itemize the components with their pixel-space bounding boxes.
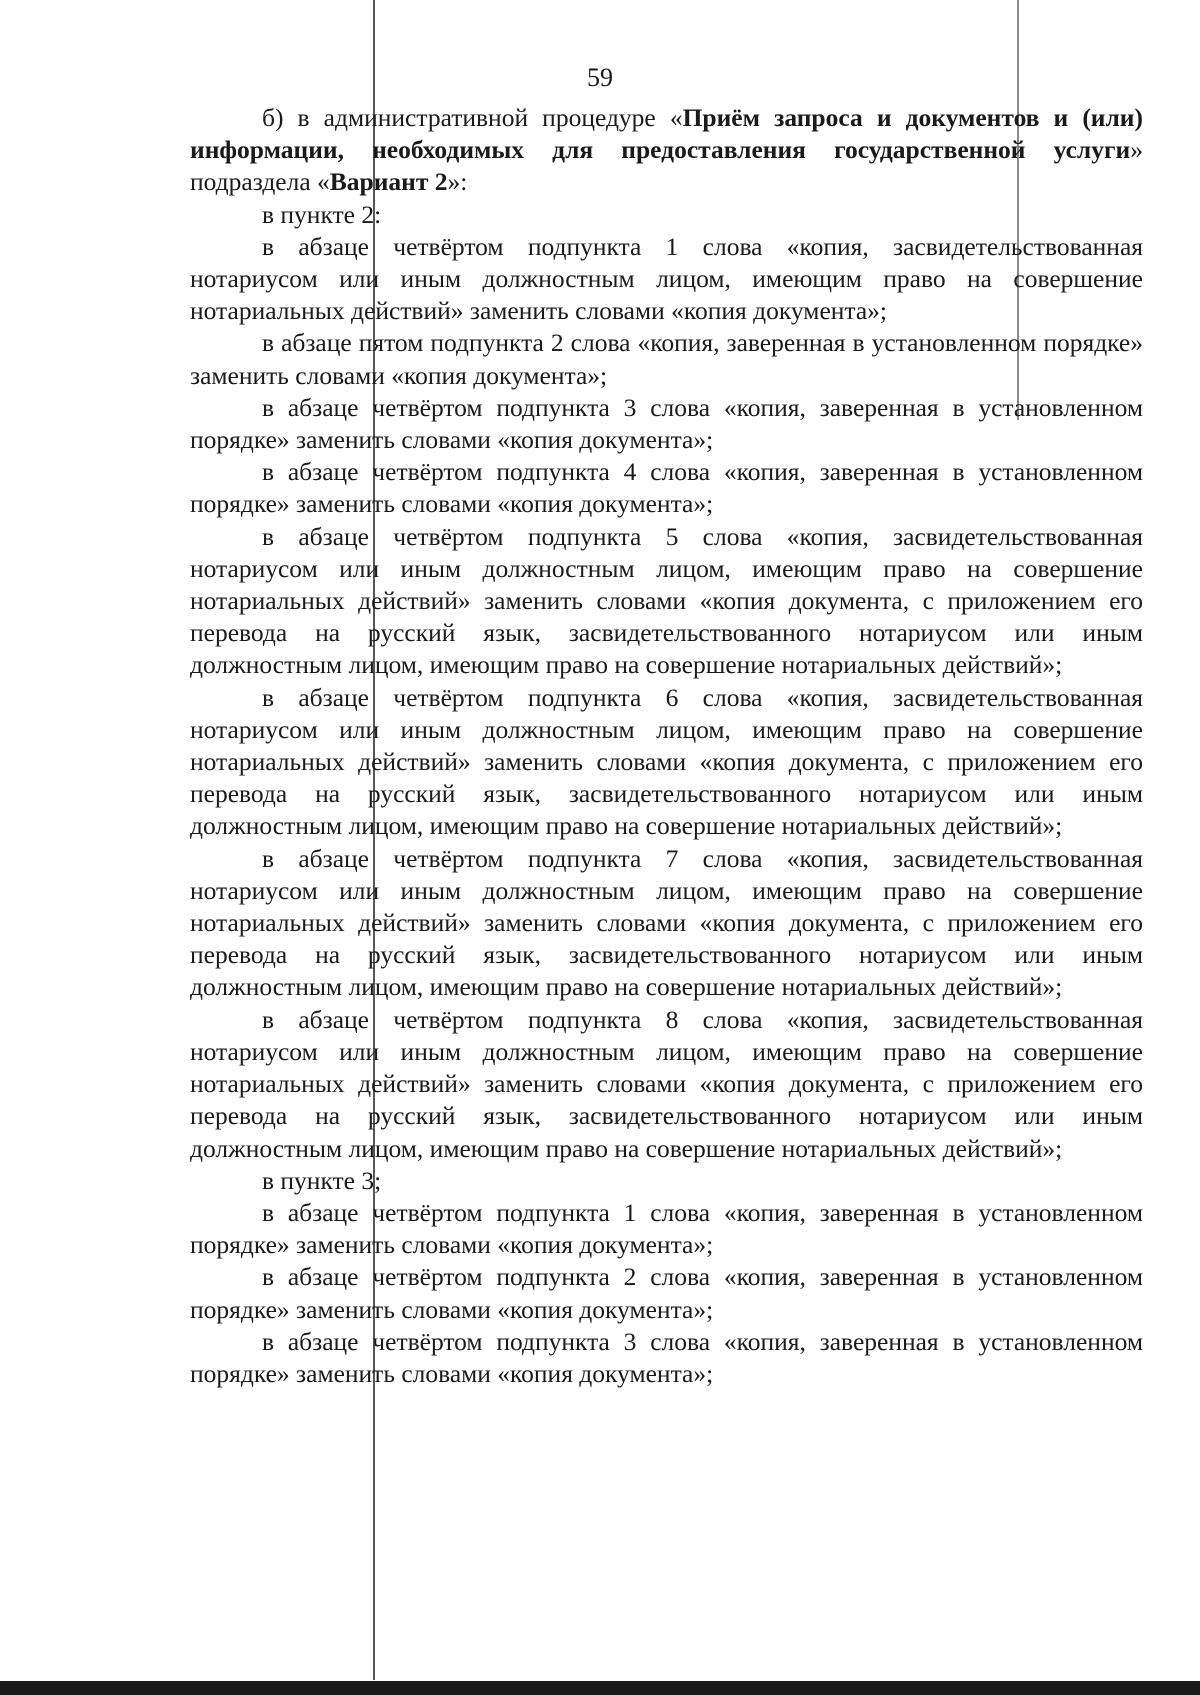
paragraph-1: в пункте 2: <box>262 199 382 229</box>
paragraph-7: в абзаце четвёртом подпункта 6 слова «копия, засвидетельствованная нотариусом или иным должностным лицом, имеющим право на совершение нотариальных действий» заменить словами «копия документа, с приложением его перевода на русский язык, засвидетельствованного нотариусом или иным должностным лицом, имеющим право на совершение нотариальных действий»; <box>190 682 1143 841</box>
intro-text-2: » подраздела « <box>190 135 1143 197</box>
paragraph-8: в абзаце четвёртом подпункта 7 слова «копия, засвидетельствованная нотариусом или иным должностным лицом, имеющим право на совершение нотариальных действий» заменить словами «копия документа, с приложением его перевода на русский язык, засвидетельствованного нотариусом или иным должностным лицом, имеющим право на совершение нотариальных действий»; <box>190 843 1143 1002</box>
document-body <box>190 102 1143 1390</box>
paragraph-3: в абзаце пятом подпункта 2 слова «копия, заверенная в установленном порядке» заменить словами «копия документа»; <box>190 328 1143 390</box>
paragraph-10: в пункте 3; <box>262 1165 382 1195</box>
procedure-title: Приём запроса и документов и (или) информации, необходимых для предоставления государственной услуги <box>190 103 1143 165</box>
scan-bottom-edge <box>0 1681 1200 1695</box>
intro-paragraph <box>190 102 1143 199</box>
paragraph-11: в абзаце четвёртом подпункта 1 слова «копия, заверенная в установленном порядке» заменить словами «копия документа»; <box>190 1197 1143 1260</box>
paragraph-9: в абзаце четвёртом подпункта 8 слова «копия, засвидетельствованная нотариусом или иным должностным лицом, имеющим право на совершение нотариальных действий» заменить словами «копия документа, с приложением его перевода на русский язык, засвидетельствованного нотариусом или иным должностным лицом, имеющим право на совершение нотариальных действий»; <box>190 1004 1143 1163</box>
intro-text-3: »: <box>447 167 468 197</box>
paragraph-12: в абзаце четвёртом подпункта 2 слова «копия, заверенная в установленном порядке» заменить словами «копия документа»; <box>190 1262 1143 1324</box>
paragraph-4: в абзаце четвёртом подпункта 3 слова «копия, заверенная в установленном порядке» заменить словами «копия документа»; <box>190 392 1143 455</box>
paragraph-5: в абзаце четвёртом подпункта 4 слова «копия, заверенная в установленном порядке» заменить словами «копия документа»; <box>190 457 1143 519</box>
page-number: 59 <box>587 63 613 92</box>
paragraph-6: в абзаце четвёртом подпункта 5 слова «копия, засвидетельствованная нотариусом или иным должностным лицом, имеющим право на совершение нотариальных действий» заменить словами «копия документа, с приложением его перевода на русский язык, засвидетельствованного нотариусом или иным должностным лицом, имеющим право на совершение нотариальных действий»; <box>190 521 1143 680</box>
paragraph-13: в абзаце четвёртом подпункта 3 слова «копия, заверенная в установленном порядке» заменить словами «копия документа»; <box>190 1326 1143 1388</box>
intro-text-1: б) в административной процедуре « <box>262 103 683 132</box>
paragraph-2: в абзаце четвёртом подпункта 1 слова «копия, засвидетельствованная нотариусом или иным должностным лицом, имеющим право на совершение нотариальных действий» заменить словами «копия документа»; <box>190 231 1143 326</box>
variant-title: Вариант 2 <box>329 167 448 197</box>
